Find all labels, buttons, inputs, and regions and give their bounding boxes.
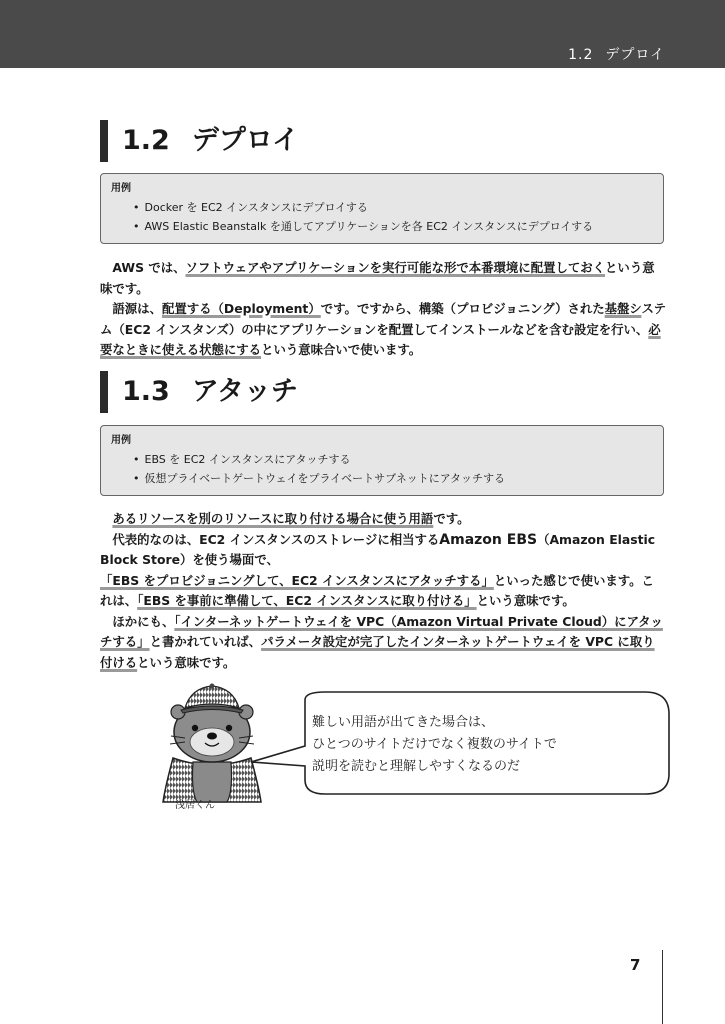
example-item: • 仮想プライベートゲートウェイをプライベートサブネットにアタッチする xyxy=(111,469,653,488)
section-number: 1.2 xyxy=(122,125,170,156)
speech-line: ひとつのサイトだけでなく複数のサイトで xyxy=(312,737,557,752)
text-span: と書かれていれば、 xyxy=(149,634,262,649)
paragraph xyxy=(100,612,666,674)
section-title: デプロイ xyxy=(191,125,300,156)
body-text-1-3 xyxy=(100,509,666,673)
underlined-text: 「EBS を事前に準備して、EC2 インスタンスに取り付ける」 xyxy=(137,593,477,608)
underlined-text: 「インターネットゲートウェイを VPC（Amazon Virtual Private Cloud）にアタッチする」 xyxy=(100,613,663,649)
section-heading-1-2 xyxy=(100,120,299,162)
example-item: • AWS Elastic Beanstalk を通してアプリケーションを各 EC2 インスタンスにデプロイする xyxy=(111,217,653,236)
speech-bubble-text xyxy=(312,712,642,778)
bold-term: Amazon EBS xyxy=(439,531,538,548)
paragraph xyxy=(100,530,666,612)
underlined-text: パラメータ設定が完了したインターネットゲートウェイを VPC に取り付ける xyxy=(100,634,655,670)
underlined-text: あるリソースを別のリソースに取り付ける場合に使う用語 xyxy=(112,511,434,526)
running-header xyxy=(568,44,665,64)
underlined-text: ソフトウェアやアプリケーションを実行可能な形で本番環境に配置しておく xyxy=(185,260,606,275)
text-span: という意味です。 xyxy=(100,260,655,296)
text-span: という意味です。 xyxy=(476,593,575,608)
speech-line: 難しい用語が出てきた場合は、 xyxy=(312,715,495,730)
text-span: 代表的なのは、EC2 インスタンスのストレージに相当する xyxy=(112,531,440,547)
underlined-text: 必要なときに使える状態にする xyxy=(100,321,661,357)
paragraph xyxy=(100,299,666,361)
text-span: ステム（EC2 インスタンズ）の中にアプリケーションを配置してインストールなどを含む設定を行い、 xyxy=(100,301,666,337)
running-header-number: 1.2 xyxy=(568,47,594,63)
example-label: 用例 xyxy=(111,435,131,446)
example-label: 用例 xyxy=(111,183,131,194)
page-number: 7 xyxy=(630,956,641,974)
text-span: という意味です。 xyxy=(137,654,236,670)
underlined-text: 「EBS をプロビジョニングして、EC2 インスタンスにアタッチする」 xyxy=(100,572,494,588)
text-span: です。 xyxy=(433,511,470,526)
text-span: という意味合いで使います。 xyxy=(261,342,422,357)
body-text-1-2 xyxy=(100,258,666,361)
paragraph xyxy=(100,509,666,530)
example-box-1-2 xyxy=(100,173,664,244)
example-item: • Docker を EC2 インスタンスにデプロイする xyxy=(111,198,653,217)
running-header-title: デプロイ xyxy=(605,47,665,63)
text-span: です。ですから、構築（プロビジョニング）された xyxy=(320,301,605,316)
speech-line: 説明を読むと理解しやすくなるのだ xyxy=(312,759,521,774)
underlined-text: 配置する（Deployment） xyxy=(161,301,321,316)
text-span: 語源は、 xyxy=(112,301,162,316)
page-number-rule xyxy=(662,950,663,1024)
section-heading-1-3 xyxy=(100,371,298,413)
example-box-1-3 xyxy=(100,425,664,496)
underlined-text: 基盤シ xyxy=(604,301,642,316)
text-span: AWS では、 xyxy=(112,260,186,275)
section-title: アタッチ xyxy=(191,376,298,407)
paragraph xyxy=(100,258,666,299)
text-span: といった感じで使います。これは、 xyxy=(100,572,654,608)
text-span: ほかにも、 xyxy=(112,613,175,629)
mascot-caption: 浅居くん xyxy=(175,800,215,811)
text-span: （Amazon Elastic Block Store）を使う場面で、 xyxy=(100,531,656,567)
example-item: • EBS を EC2 インスタンスにアタッチする xyxy=(111,450,653,469)
section-number: 1.3 xyxy=(122,376,170,407)
